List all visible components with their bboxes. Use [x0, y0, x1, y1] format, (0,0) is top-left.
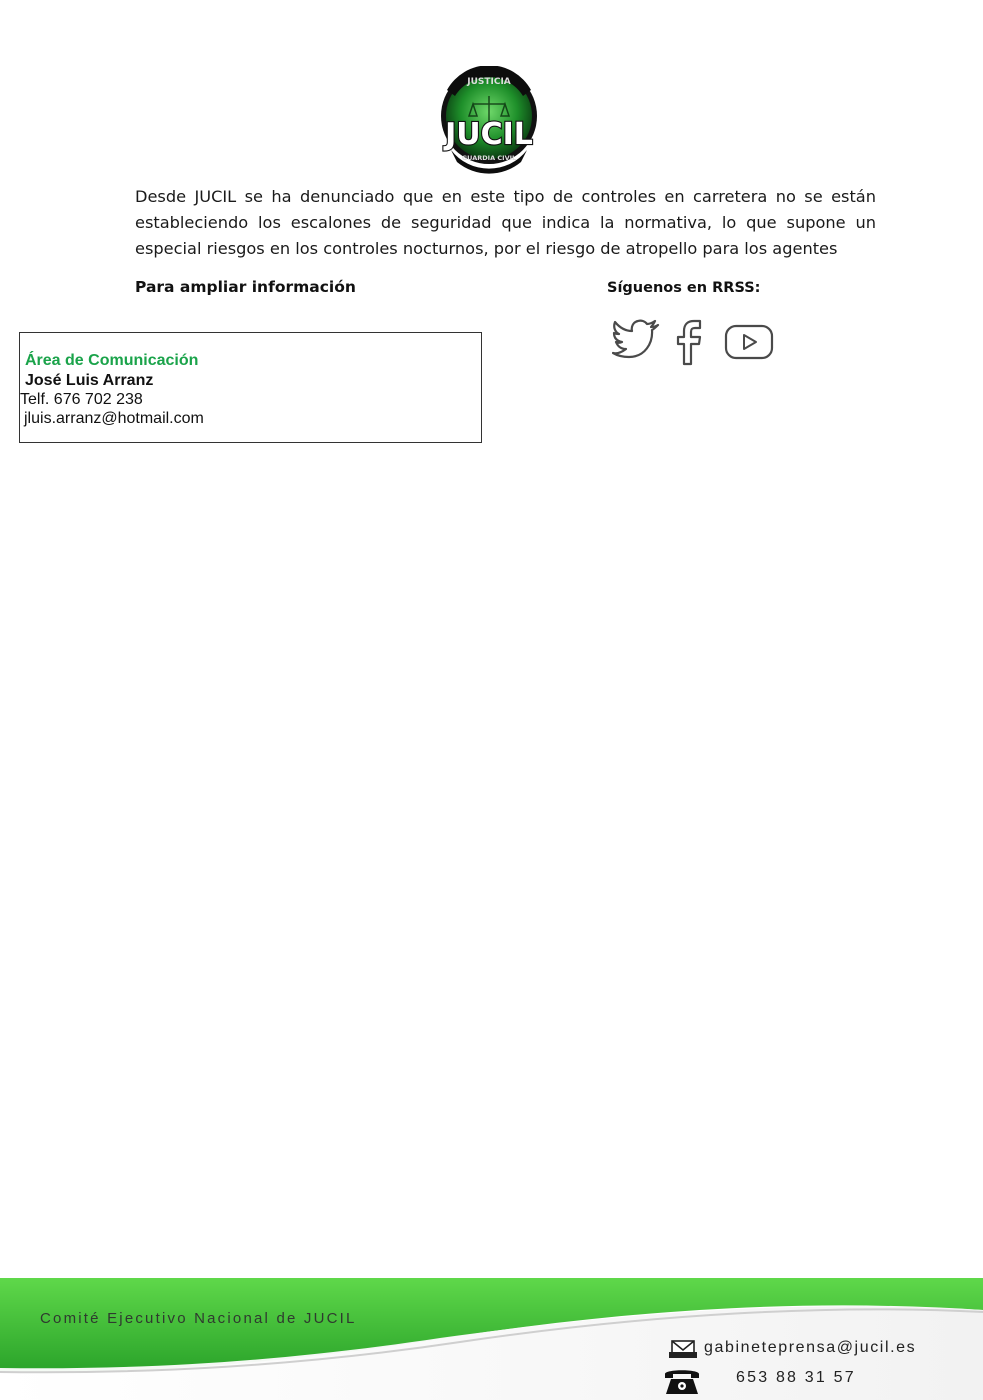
twitter-icon[interactable] — [612, 318, 662, 362]
contact-area: Área de Comunicación — [25, 352, 199, 369]
footer-organization: Comité Ejecutivo Nacional de JUCIL — [40, 1310, 357, 1327]
footer-phone-text[interactable]: 653 88 31 57 — [736, 1369, 856, 1386]
contact-name: José Luis Arranz — [25, 372, 154, 389]
body-paragraph: Desde JUCIL se ha denunciado que en este tipo de controles en carretera no se están estableciendo los escalones de seguridad que indica la normativa, lo que supone un especial riesgos en los controles nocturnos, por el riesgo de atropello para los agentes — [135, 187, 876, 258]
more-info-heading: Para ampliar información — [135, 278, 356, 296]
svg-text:JUCIL: JUCIL — [445, 117, 533, 152]
envelope-icon — [668, 1338, 698, 1360]
contact-phone: Telf. 676 702 238 — [20, 391, 143, 408]
footer-email-text[interactable]: gabineteprensa@jucil.es — [704, 1339, 917, 1356]
contact-email[interactable]: jluis.arranz@hotmail.com — [24, 410, 204, 427]
facebook-icon[interactable] — [674, 318, 704, 366]
social-heading: Síguenos en RRSS: — [607, 280, 761, 296]
jucil-logo — [425, 66, 553, 174]
social-icons — [612, 318, 782, 368]
contact-box — [19, 332, 482, 443]
telephone-icon — [662, 1366, 702, 1396]
svg-text:JUSTICIA: JUSTICIA — [467, 77, 511, 87]
svg-text:GUARDIA CIVIL: GUARDIA CIVIL — [461, 154, 517, 162]
youtube-icon[interactable] — [724, 324, 776, 360]
